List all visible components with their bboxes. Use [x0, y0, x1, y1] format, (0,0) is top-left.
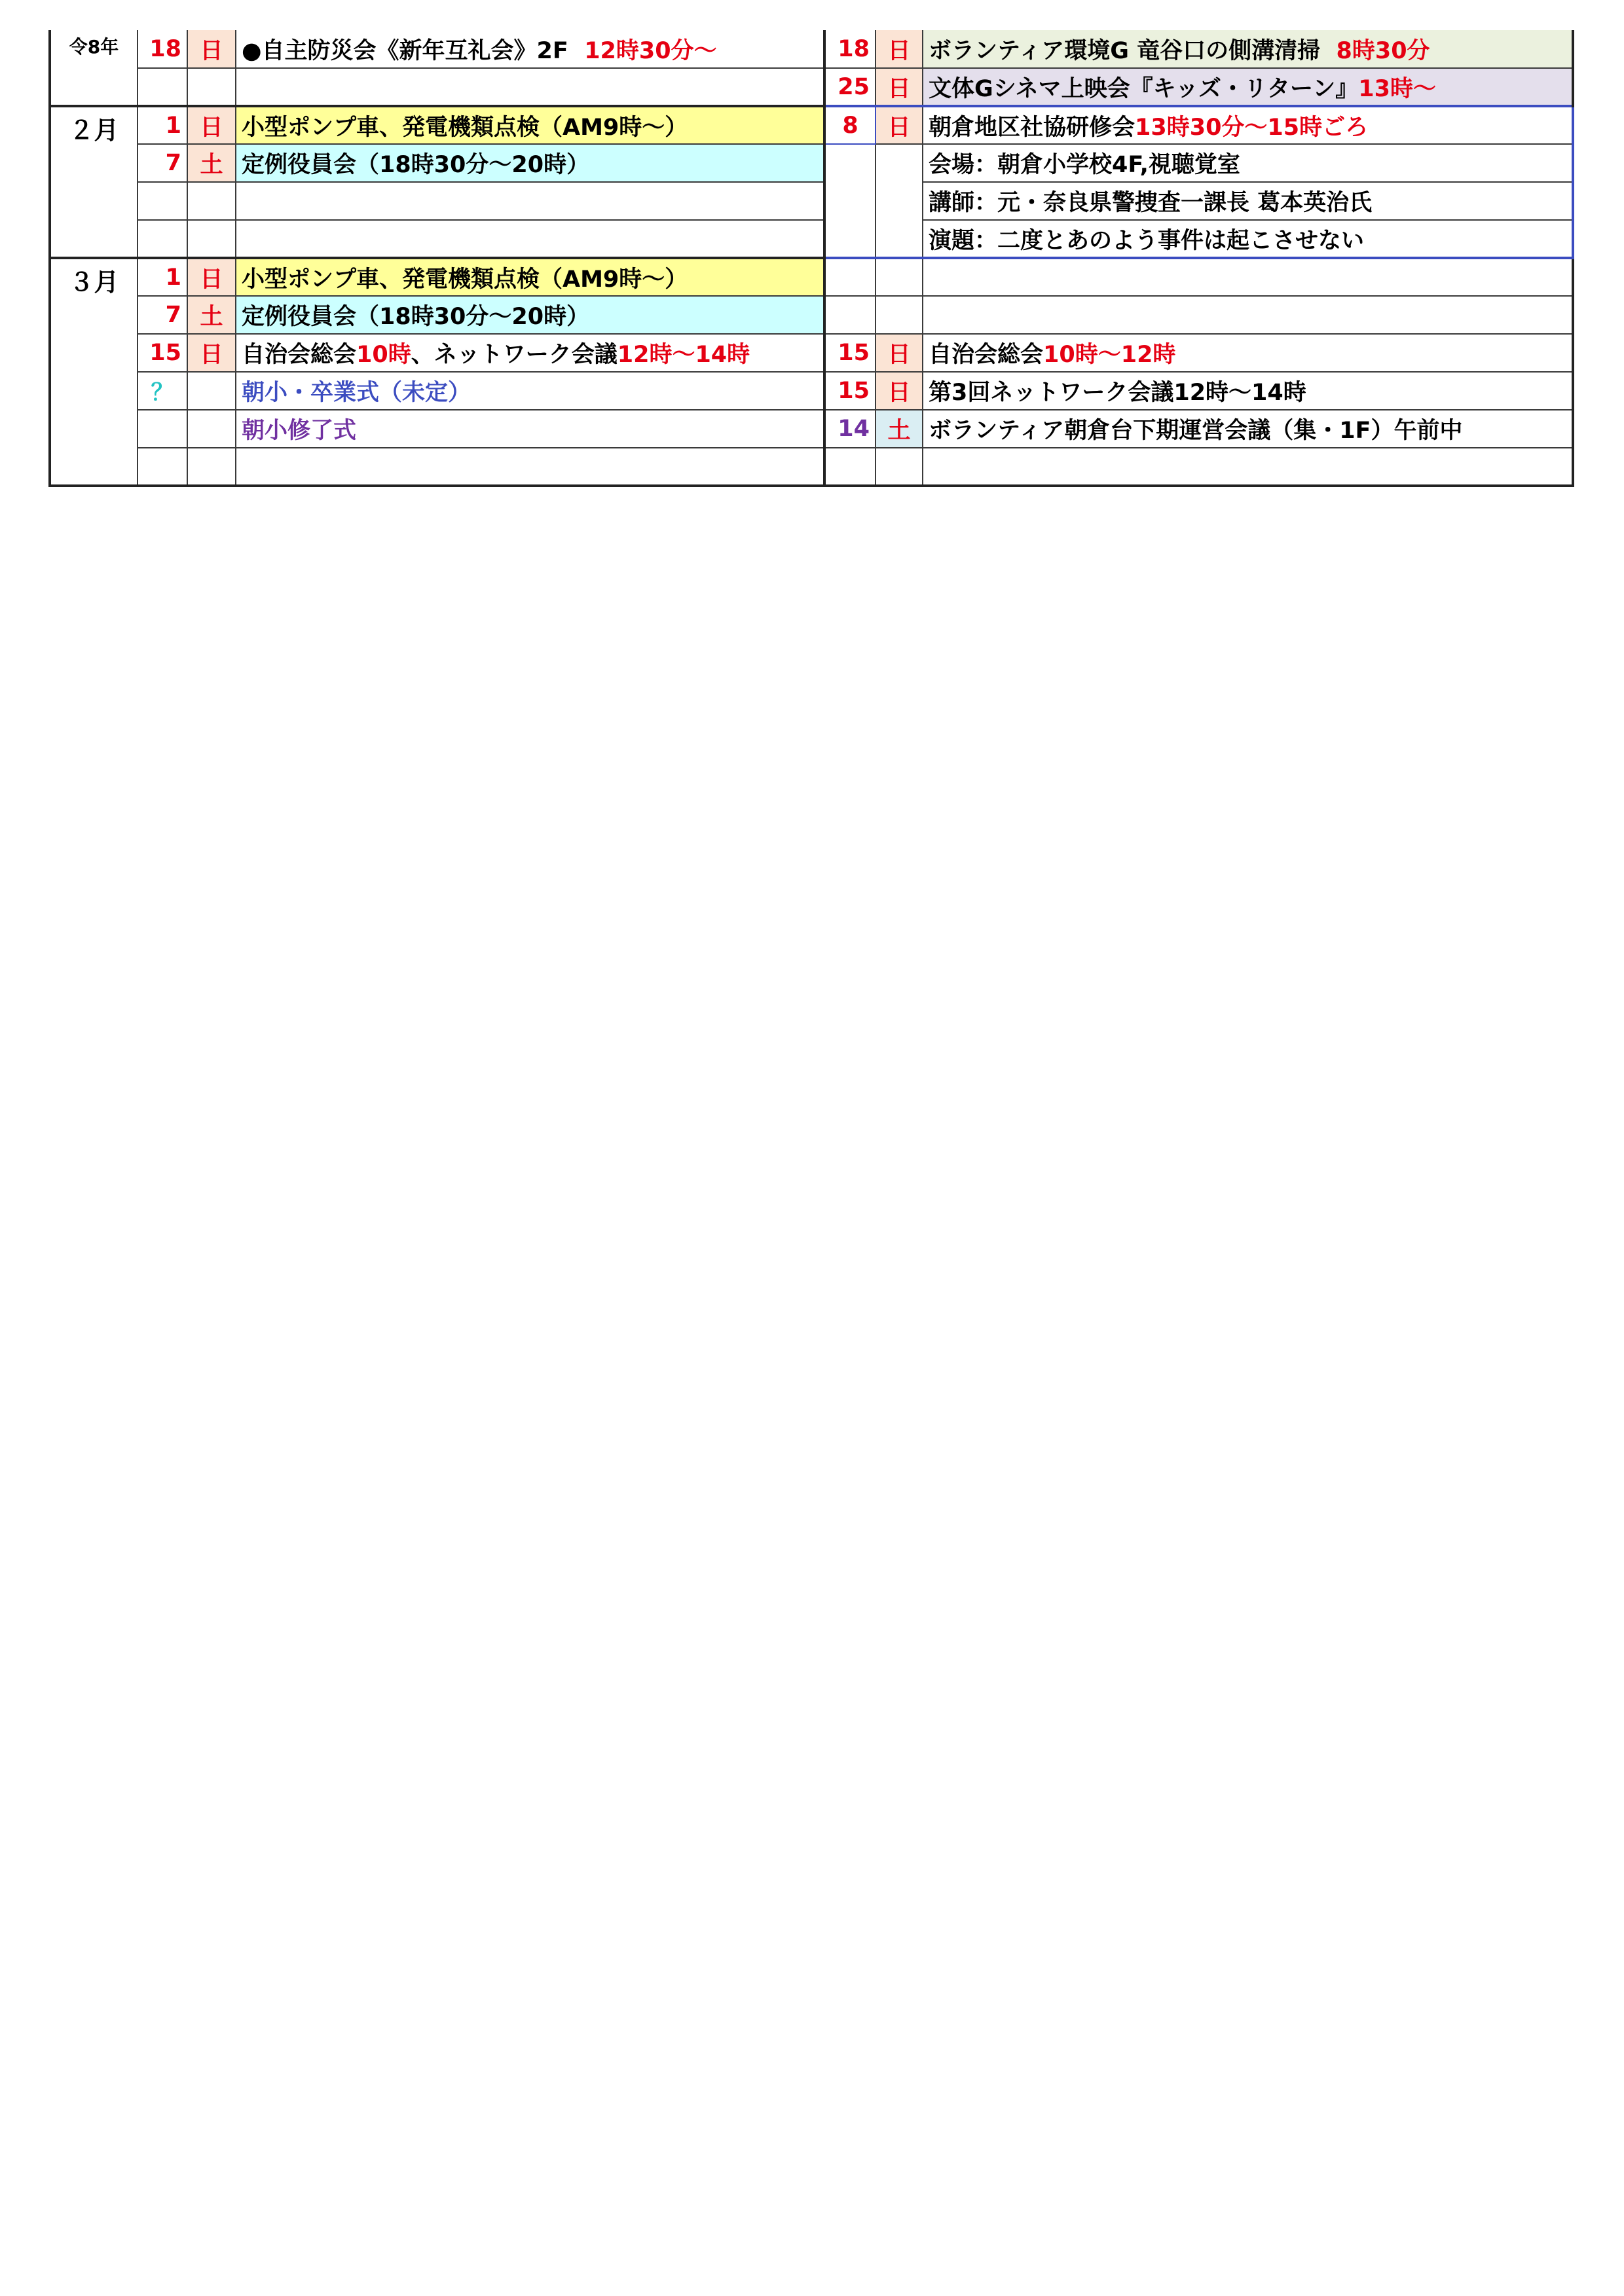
- table-row: [50, 334, 1573, 372]
- weekday-cell: 日: [187, 106, 236, 144]
- day-cell: 7: [138, 144, 187, 182]
- event-cell: 講師：元・奈良県警捜査一課長 葛本英治氏: [923, 182, 1573, 220]
- weekday-cell: [187, 448, 236, 486]
- weekday-cell: [187, 410, 236, 448]
- event-text: 文体Gシネマ上映会『キッズ・リターン』: [929, 75, 1359, 102]
- table-row: [50, 144, 1573, 182]
- event-time: 10時: [356, 342, 411, 368]
- event-cell: [236, 220, 824, 258]
- day-cell: [138, 448, 187, 486]
- weekday-cell: [187, 68, 236, 106]
- weekday-cell: [876, 182, 923, 220]
- event-cell: 朝小修了式: [236, 410, 824, 448]
- event-cell: [236, 30, 824, 68]
- weekday-cell: [876, 144, 923, 182]
- table-row: [50, 258, 1573, 296]
- weekday-cell: 日: [187, 30, 236, 68]
- event-text: 、ネットワーク会議: [411, 342, 618, 368]
- event-time: 10時～12時: [1043, 342, 1176, 368]
- weekday-cell: [187, 372, 236, 410]
- day-cell: 18: [824, 30, 876, 68]
- day-cell: 25: [824, 68, 876, 106]
- day-cell: [824, 182, 876, 220]
- event-cell: [923, 334, 1573, 372]
- weekday-cell: 日: [876, 30, 923, 68]
- event-cell: 定例役員会（18時30分～20時）: [236, 296, 824, 334]
- weekday-cell: 土: [876, 410, 923, 448]
- weekday-cell: 土: [187, 296, 236, 334]
- day-cell: [138, 410, 187, 448]
- event-cell: [236, 68, 824, 106]
- weekday-cell: [876, 296, 923, 334]
- day-cell: [824, 296, 876, 334]
- event-cell: [923, 68, 1573, 106]
- event-cell: [923, 296, 1573, 334]
- event-cell: 小型ポンプ車、発電機類点検（AM9時～）: [236, 258, 824, 296]
- table-row: [50, 220, 1573, 258]
- weekday-cell: 日: [876, 68, 923, 106]
- day-cell: [138, 68, 187, 106]
- month-label-mar: ３月: [50, 258, 138, 486]
- event-cell: 第3回ネットワーク会議12時～14時: [923, 372, 1573, 410]
- weekday-cell: [187, 182, 236, 220]
- day-cell: [824, 220, 876, 258]
- day-cell: 8: [824, 106, 876, 144]
- event-time: 13時30分～15時ごろ: [1135, 114, 1369, 141]
- event-cell: 会場：朝倉小学校4F,視聴覚室: [923, 144, 1573, 182]
- event-text: ●自主防災会《新年互礼会》2F: [242, 37, 568, 64]
- day-cell: 15: [824, 372, 876, 410]
- event-cell: 定例役員会（18時30分～20時）: [236, 144, 824, 182]
- day-cell: 15: [824, 334, 876, 372]
- event-cell: [236, 182, 824, 220]
- event-cell: [923, 258, 1573, 296]
- table-row: [50, 182, 1573, 220]
- day-cell: 15: [138, 334, 187, 372]
- event-cell: ボランティア朝倉台下期運営会議（集・1F）午前中: [923, 410, 1573, 448]
- table-row: [50, 296, 1573, 334]
- event-time: 12時30分～: [584, 37, 717, 64]
- table-row: [50, 30, 1573, 68]
- table-row: [50, 68, 1573, 106]
- event-text: 自治会総会: [242, 342, 357, 368]
- event-time: 12時～14時: [617, 342, 750, 368]
- day-cell: [824, 144, 876, 182]
- day-cell: 18: [138, 30, 187, 68]
- event-cell: 演題：二度とあのよう事件は起こさせない: [923, 220, 1573, 258]
- weekday-cell: [187, 220, 236, 258]
- day-cell: 1: [138, 258, 187, 296]
- event-cell: [236, 334, 824, 372]
- table-row: [50, 372, 1573, 410]
- month-label-feb: ２月: [50, 106, 138, 258]
- event-cell: [923, 106, 1573, 144]
- weekday-cell: [876, 258, 923, 296]
- weekday-cell: 日: [187, 258, 236, 296]
- table-row: [50, 106, 1573, 144]
- event-cell: 小型ポンプ車、発電機類点検（AM9時～）: [236, 106, 824, 144]
- event-time: 8時30分: [1336, 37, 1430, 64]
- weekday-cell: 日: [876, 372, 923, 410]
- day-cell: [138, 182, 187, 220]
- schedule-table: [48, 30, 1574, 487]
- event-cell: [236, 448, 824, 486]
- event-cell: 朝小・卒業式（未定）: [236, 372, 824, 410]
- event-time: 13時～: [1358, 75, 1436, 102]
- event-text: 朝倉地区社協研修会: [929, 114, 1135, 141]
- day-cell: ？: [138, 372, 187, 410]
- event-text: 自治会総会: [929, 342, 1044, 368]
- weekday-cell: [876, 448, 923, 486]
- event-cell: [923, 30, 1573, 68]
- table-row: [50, 410, 1573, 448]
- day-cell: [824, 448, 876, 486]
- month-label-jan: 令8年: [50, 30, 138, 106]
- day-cell: [824, 258, 876, 296]
- table-row: [50, 448, 1573, 486]
- weekday-cell: 日: [876, 334, 923, 372]
- event-text: ボランティア環境G 竜谷口の側溝清掃: [929, 37, 1321, 64]
- weekday-cell: 日: [187, 334, 236, 372]
- weekday-cell: [876, 220, 923, 258]
- day-cell: 1: [138, 106, 187, 144]
- day-cell: 14: [824, 410, 876, 448]
- event-cell: [923, 448, 1573, 486]
- day-cell: [138, 220, 187, 258]
- weekday-cell: 日: [876, 106, 923, 144]
- weekday-cell: 土: [187, 144, 236, 182]
- day-cell: 7: [138, 296, 187, 334]
